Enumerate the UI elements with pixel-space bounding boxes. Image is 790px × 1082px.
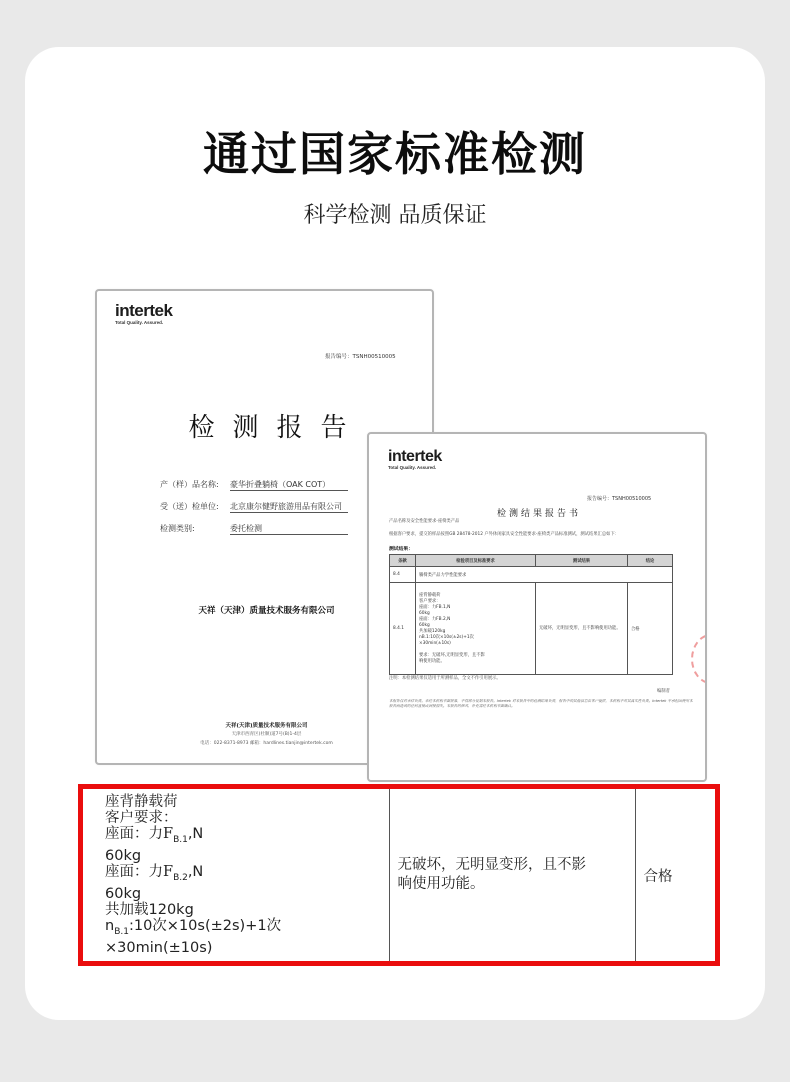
footer-address: 天津市西青区(杜顺)道7号(B)1-4层: [231, 732, 302, 737]
field-label: 受（送）检单位:: [160, 502, 219, 511]
field-product-name: [160, 479, 348, 491]
header-result: 测试结果: [536, 555, 628, 567]
field-value: 豪华折叠躺椅（OAK COT）: [230, 479, 348, 491]
req-text: 座面：力F: [105, 826, 174, 843]
results-label: 测试结果：: [389, 547, 413, 552]
item-line: 座面：力FB.2,N: [419, 616, 451, 622]
requirement-line: 座面：力$F_{B.1},N$: [105, 826, 204, 846]
requirement-line: $n_{B.1}:10$次×10s(±2s)+1次: [105, 917, 282, 937]
zoom-requirements-cell: [83, 789, 389, 961]
header-clause: 条款: [390, 555, 416, 567]
item-line: nB.1:10次×10s(±2s)+1次: [419, 634, 474, 640]
zoom-table: [83, 789, 715, 961]
requirement-line: 座背静载荷: [105, 794, 178, 811]
item-line: 共加载120kg: [419, 628, 446, 634]
lab-name: 天祥（天津）质量技术服务有限公司: [198, 606, 335, 616]
results-note: 注明：本检测结果仅适用于所测样品，全文不作引用展示。: [389, 676, 501, 681]
report-number: 报告编号：TSNH00510005: [587, 496, 652, 502]
page-subtitle: 科学检测 品质保证: [303, 203, 487, 228]
result-line: 响使用功能。: [397, 876, 485, 892]
req-sub: B.2: [173, 872, 188, 883]
item-line: 客户要求：: [419, 598, 441, 604]
report-results-document: [367, 432, 707, 782]
requirement-line: 座面：力$F_{B.2},N$: [105, 864, 204, 883]
intertek-logo: [388, 448, 442, 470]
field-client: [160, 501, 348, 513]
req-text: 座面：力F: [105, 864, 174, 881]
signature-label: 编制者: [657, 689, 670, 694]
item-line: 60kg: [419, 610, 430, 616]
item-line: 60kg: [419, 622, 430, 628]
requirement-line: 60kg: [105, 885, 142, 902]
result-line: 无破坏，无明显变形，且不影: [397, 857, 586, 873]
report-title: 检测报告: [188, 413, 365, 443]
field-label: 产（样）品名称:: [160, 480, 219, 489]
logo-text: intertek: [388, 448, 442, 465]
cell-verdict: 合格: [628, 583, 673, 675]
requirement-line: 共加载120kg: [105, 901, 194, 918]
cell-item: 躺椅类产品力学性能要求: [416, 567, 673, 583]
table-header-row: [390, 555, 673, 567]
zoom-result-cell: [389, 789, 635, 961]
page-title: 通过国家标准检测: [203, 127, 587, 181]
field-test-type: [160, 523, 348, 535]
item-line: 要求：无破坏,无明显变形，且不影: [419, 652, 485, 658]
header-verdict: 结论: [628, 555, 673, 567]
highlighted-result-zoom: [78, 784, 720, 966]
requirement-line: 客户要求：: [105, 810, 178, 827]
field-label: 检测类别:: [160, 524, 195, 533]
logo-tagline: Total Quality. Assured.: [115, 320, 164, 325]
item-line: 座背静载荷: [419, 592, 441, 598]
cell-clause: 8.4.1: [390, 583, 416, 675]
req-sub: B.1: [173, 835, 188, 846]
requirement-line: ×30min(±10s): [105, 939, 213, 956]
cell-clause: 8.4: [390, 567, 416, 583]
fine-print: 本报告仅对来样负责。未经本机构书面批准，不得部分复制本报告。Intertek 对本报告中的检测结果负责，报告中的其他信息由客户提供，本机构不对其真实性负责。Intertek 不承担因使用本报告而造成的任何直接或间接损失。本报告的修改、补充需经本机构书面确认。: [389, 699, 693, 708]
zoom-verdict-cell: 合格: [643, 868, 673, 885]
field-value: 委托检测: [230, 523, 348, 535]
item-line: ×30min(±10s): [419, 640, 451, 646]
results-title: 检测结果报告书: [496, 509, 581, 519]
footer-contact: 电话：022-8371-8973 邮箱：hardlines.tianjin@intertek.com: [200, 741, 333, 746]
item-line: 座面：力FB.1,N: [419, 604, 451, 610]
requirement-line: 60kg: [105, 848, 142, 865]
results-intro: 根据客户要求，提交的样品按照GB 28478-2012 户外休闲家具安全性能要求-座椅类产品标准测试，测试结果汇总如下：: [389, 532, 620, 537]
field-value: 北京康尔健野旅游用品有限公司: [230, 501, 348, 513]
header-item: 检验项目及标准要求: [416, 555, 536, 567]
item-line: 响使用功能。: [419, 658, 445, 664]
results-table: [389, 554, 673, 675]
cell-result: 无破坏，无明显变形，且不影响使用功能。: [536, 583, 628, 675]
table-row: [390, 567, 673, 583]
logo-tagline: Total Quality. Assured.: [388, 465, 437, 470]
official-stamp: [691, 634, 707, 684]
table-row: [390, 583, 673, 675]
logo-text: intertek: [115, 301, 173, 320]
cell-item: [416, 583, 536, 675]
report-number: 报告编号：TSNH00510005: [325, 354, 396, 360]
zoom-row: [83, 789, 715, 961]
footer-name: 天祥(天津)质量技术服务有限公司: [225, 723, 308, 729]
results-standard: 产品名称及安全性能要求-座椅类产品: [389, 519, 460, 524]
intertek-logo: [115, 301, 172, 325]
